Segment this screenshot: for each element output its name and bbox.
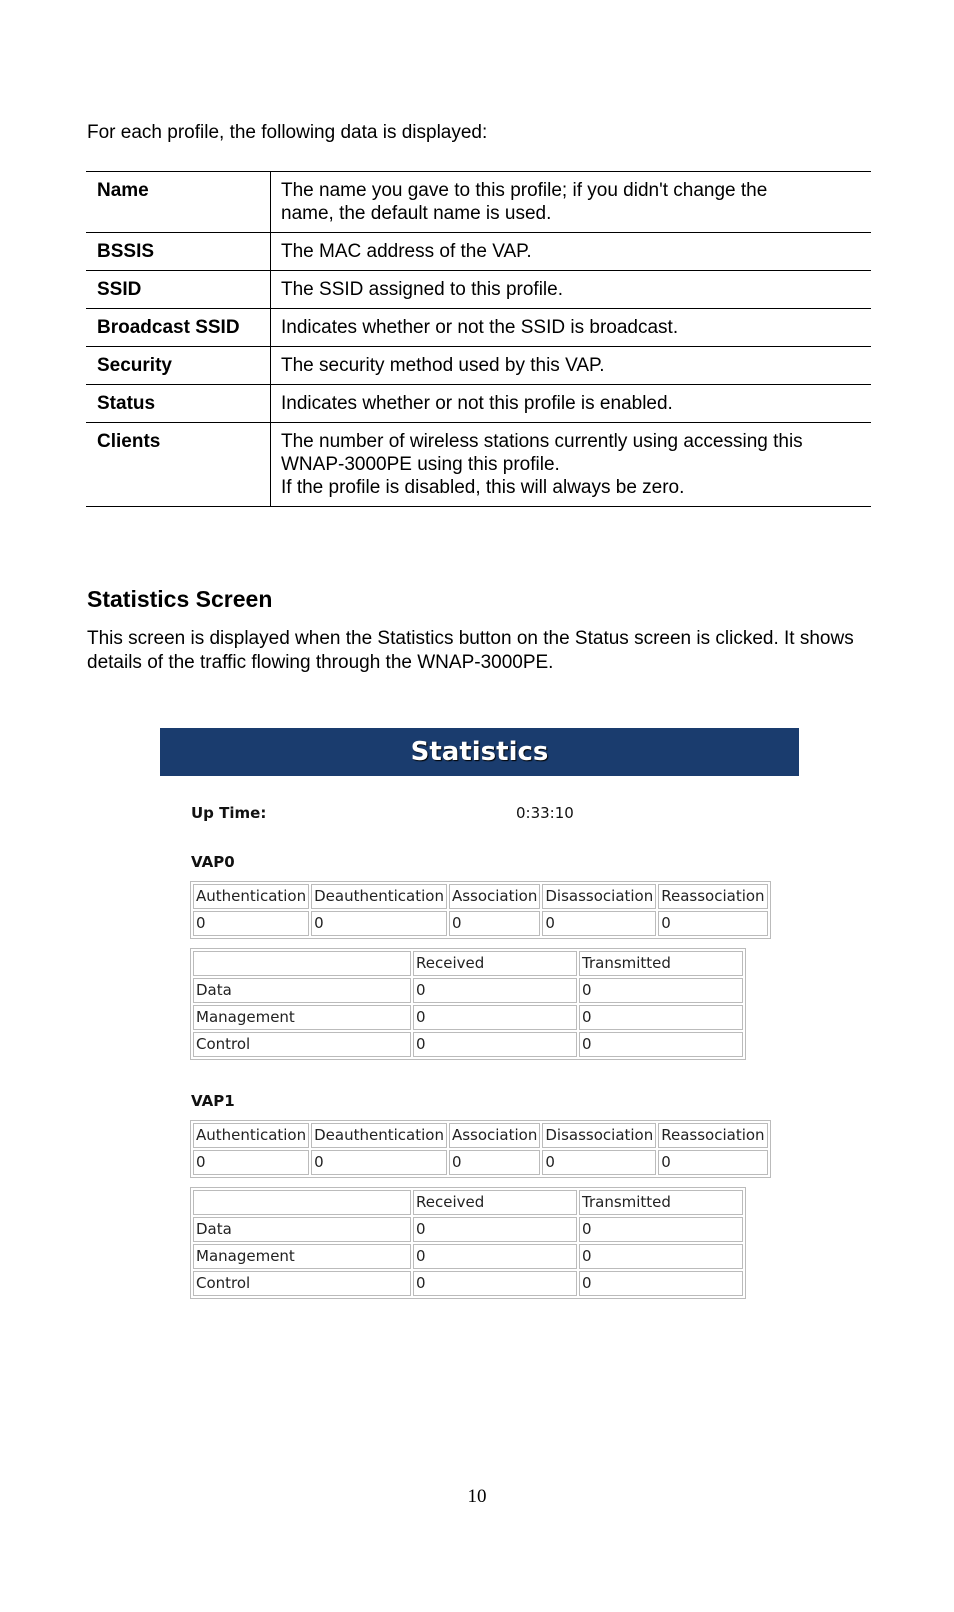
header-cell: Authentication bbox=[193, 1123, 309, 1148]
definition-desc bbox=[271, 423, 872, 507]
definition-row bbox=[86, 423, 871, 507]
definition-term: BSSIS bbox=[86, 233, 271, 271]
header-cell: Association bbox=[449, 884, 540, 909]
statistics-header: Statistics bbox=[160, 728, 799, 776]
value-cell: 0 bbox=[579, 978, 743, 1003]
definition-desc-line: The SSID assigned to this profile. bbox=[281, 279, 563, 300]
definition-row bbox=[86, 385, 871, 423]
value-cell: 0 bbox=[579, 1244, 743, 1269]
value-cell: 0 bbox=[193, 911, 309, 936]
definition-row bbox=[86, 347, 871, 385]
table-row bbox=[193, 1005, 743, 1030]
definition-desc-line: The number of wireless stations currently using accessing this bbox=[281, 431, 803, 452]
value-cell: 0 bbox=[542, 911, 656, 936]
page-number: 10 bbox=[467, 1486, 487, 1507]
header-cell: Received bbox=[413, 1190, 577, 1215]
vap1-counts-table bbox=[190, 1120, 771, 1178]
header-cell: Deauthentication bbox=[311, 1123, 447, 1148]
table-header-row bbox=[193, 1123, 768, 1148]
value-cell: 0 bbox=[542, 1150, 656, 1175]
table-row bbox=[193, 978, 743, 1003]
value-cell: 0 bbox=[658, 1150, 767, 1175]
value-cell: 0 bbox=[579, 1271, 743, 1296]
table-header-row bbox=[193, 884, 768, 909]
table-row bbox=[193, 1032, 743, 1057]
header-cell: Reassociation bbox=[658, 1123, 767, 1148]
definition-term: Status bbox=[86, 385, 271, 423]
header-cell: Association bbox=[449, 1123, 540, 1148]
header-cell: Received bbox=[413, 951, 577, 976]
definition-row bbox=[86, 233, 871, 271]
section-description: This screen is displayed when the Statistics button on the Status screen is clicked. It shows details of the traffic flowing through the WNAP-3000PE. bbox=[87, 628, 854, 673]
definition-desc bbox=[271, 309, 872, 347]
value-cell: 0 bbox=[413, 1032, 577, 1057]
value-cell: 0 bbox=[311, 1150, 447, 1175]
section-title: Statistics Screen bbox=[87, 586, 273, 612]
value-cell: 0 bbox=[413, 978, 577, 1003]
header-cell: Reassociation bbox=[658, 884, 767, 909]
vap0-counts-table bbox=[190, 881, 771, 939]
definition-desc bbox=[271, 271, 872, 309]
table-row bbox=[193, 1150, 768, 1175]
definition-term: Security bbox=[86, 347, 271, 385]
table-row bbox=[193, 1244, 743, 1269]
definition-desc bbox=[271, 172, 872, 233]
definition-row bbox=[86, 271, 871, 309]
definition-term: SSID bbox=[86, 271, 271, 309]
vap-title: VAP0 bbox=[191, 853, 235, 871]
value-cell: 0 bbox=[579, 1005, 743, 1030]
header-cell: Authentication bbox=[193, 884, 309, 909]
value-cell: 0 bbox=[311, 911, 447, 936]
definition-desc-line: name, the default name is used. bbox=[281, 203, 552, 224]
uptime-value: 0:33:10 bbox=[516, 804, 574, 822]
definition-term: Broadcast SSID bbox=[86, 309, 271, 347]
header-cell: Disassociation bbox=[542, 884, 656, 909]
definition-desc-line: The security method used by this VAP. bbox=[281, 355, 605, 376]
profile-fields-table bbox=[86, 171, 871, 507]
table-header-row bbox=[193, 951, 743, 976]
row-label: Management bbox=[193, 1244, 411, 1269]
value-cell: 0 bbox=[579, 1032, 743, 1057]
value-cell: 0 bbox=[658, 911, 767, 936]
table-row bbox=[193, 1271, 743, 1296]
table-row bbox=[193, 911, 768, 936]
value-cell: 0 bbox=[413, 1005, 577, 1030]
header-cell bbox=[193, 1190, 411, 1215]
vap-title: VAP1 bbox=[191, 1092, 235, 1110]
vap0-traffic-table bbox=[190, 948, 746, 1060]
table-header-row bbox=[193, 1190, 743, 1215]
definition-desc-line: Indicates whether or not the SSID is broadcast. bbox=[281, 317, 679, 338]
row-label: Control bbox=[193, 1032, 411, 1057]
uptime-label: Up Time: bbox=[191, 804, 267, 822]
definition-desc-line: If the profile is disabled, this will always be zero. bbox=[281, 477, 685, 498]
definition-term: Clients bbox=[86, 423, 271, 507]
definition-row bbox=[86, 309, 871, 347]
statistics-screenshot bbox=[160, 728, 799, 1308]
value-cell: 0 bbox=[579, 1217, 743, 1242]
row-label: Data bbox=[193, 978, 411, 1003]
value-cell: 0 bbox=[413, 1217, 577, 1242]
definition-desc-line: Indicates whether or not this profile is enabled. bbox=[281, 393, 673, 414]
value-cell: 0 bbox=[449, 911, 540, 936]
definition-desc-line: WNAP-3000PE using this profile. bbox=[281, 454, 560, 475]
definition-desc-line: The MAC address of the VAP. bbox=[281, 241, 532, 262]
header-cell: Transmitted bbox=[579, 951, 743, 976]
value-cell: 0 bbox=[449, 1150, 540, 1175]
value-cell: 0 bbox=[413, 1271, 577, 1296]
definition-row bbox=[86, 172, 871, 233]
definition-desc-line: The name you gave to this profile; if you didn't change the bbox=[281, 180, 768, 201]
header-cell: Deauthentication bbox=[311, 884, 447, 909]
intro-text: For each profile, the following data is displayed: bbox=[87, 122, 488, 143]
vap1-traffic-table bbox=[190, 1187, 746, 1299]
row-label: Data bbox=[193, 1217, 411, 1242]
table-row bbox=[193, 1217, 743, 1242]
header-cell: Transmitted bbox=[579, 1190, 743, 1215]
row-label: Control bbox=[193, 1271, 411, 1296]
definition-term: Name bbox=[86, 172, 271, 233]
row-label: Management bbox=[193, 1005, 411, 1030]
value-cell: 0 bbox=[413, 1244, 577, 1269]
value-cell: 0 bbox=[193, 1150, 309, 1175]
definition-desc bbox=[271, 385, 872, 423]
definition-desc bbox=[271, 347, 872, 385]
definition-desc bbox=[271, 233, 872, 271]
header-cell: Disassociation bbox=[542, 1123, 656, 1148]
header-cell bbox=[193, 951, 411, 976]
